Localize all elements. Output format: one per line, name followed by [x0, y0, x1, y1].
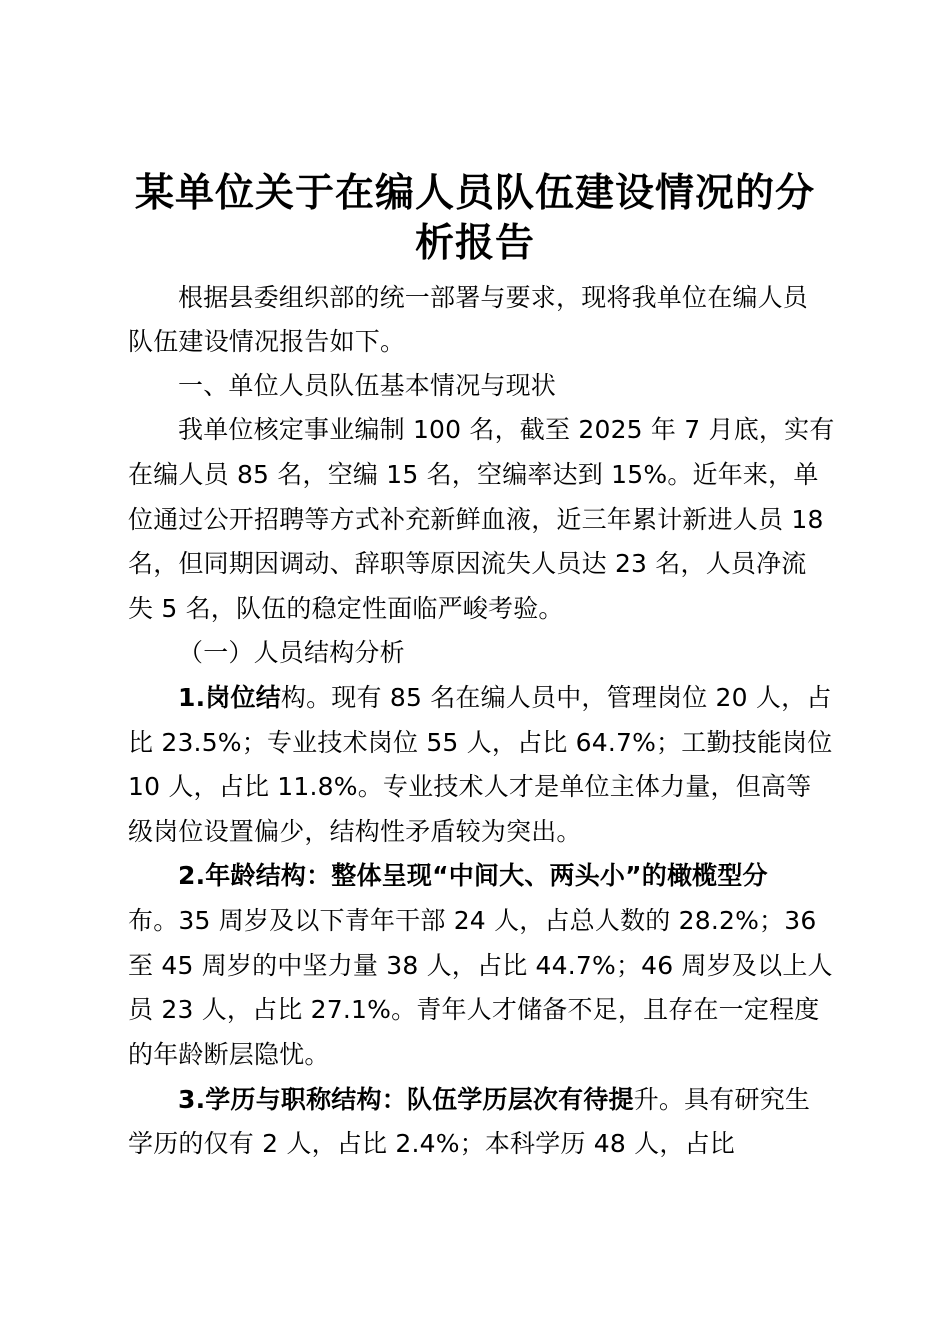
item-1-line-3: 10 人，占比 11.8%。专业技术人才是单位主体力量，但高等: [128, 772, 812, 801]
item-2-line-3: 员 23 人，占比 27.1%。青年人才储备不足，且存在一定程度: [128, 995, 820, 1024]
item-1-line-1: [178, 682, 832, 714]
item-1-bold-label: 1.岗位结: [178, 683, 281, 712]
section-1-line-1: 我单位核定事业编制 100 名，截至 2025 年 7 月底，实有: [178, 415, 835, 444]
intro-line-1: 根据县委组织部的统一部署与要求，现将我单位在编人员: [178, 283, 809, 312]
item-3-text: 升。具有研究生: [633, 1085, 811, 1114]
section-1-line-5: 失 5 名，队伍的稳定性面临严峻考验。: [128, 594, 564, 623]
item-2-line-2: 至 45 周岁的中坚力量 38 人，占比 44.7%；46 周岁及以上人: [128, 951, 833, 980]
item-3-bold-label: 3.学历与职称结构：队伍学历层次有待提: [178, 1085, 634, 1114]
item-2-heading: 2.年龄结构：整体呈现“中间大、两头小”的橄榄型分: [178, 861, 768, 890]
subsection-1-heading: （一）人员结构分析: [178, 638, 405, 667]
item-2-line-4: 的年龄断层隐忧。: [128, 1040, 330, 1069]
document-title-line-2: 析报告: [414, 221, 535, 266]
document-title-line-1: 某单位关于在编人员队伍建设情况的分: [134, 171, 815, 216]
item-3-line-2: 学历的仅有 2 人，占比 2.4%；本科学历 48 人，占比: [128, 1129, 735, 1158]
intro-line-2: 队伍建设情况报告如下。: [128, 327, 406, 356]
section-1-line-4: 名，但同期因调动、辞职等原因流失人员达 23 名，人员净流: [128, 549, 807, 578]
item-2-line-1: 布。35 周岁及以下青年干部 24 人，占总人数的 28.2%；36: [128, 906, 817, 935]
item-1-line-4: 级岗位设置偏少，结构性矛盾较为突出。: [128, 817, 582, 846]
item-3-line-1: [178, 1084, 810, 1116]
item-1-text: 构。现有 85 名在编人员中，管理岗位 20 人，占: [280, 683, 832, 712]
section-1-line-3: 位通过公开招聘等方式补充新鲜血液，近三年累计新进人员 18: [128, 505, 824, 534]
section-1-line-2: 在编人员 85 名，空编 15 名，空编率达到 15%。近年来，单: [128, 460, 819, 489]
item-1-line-2: 比 23.5%；专业技术岗位 55 人，占比 64.7%；工勤技能岗位: [128, 728, 833, 757]
section-1-heading: 一、单位人员队伍基本情况与现状: [178, 371, 557, 400]
